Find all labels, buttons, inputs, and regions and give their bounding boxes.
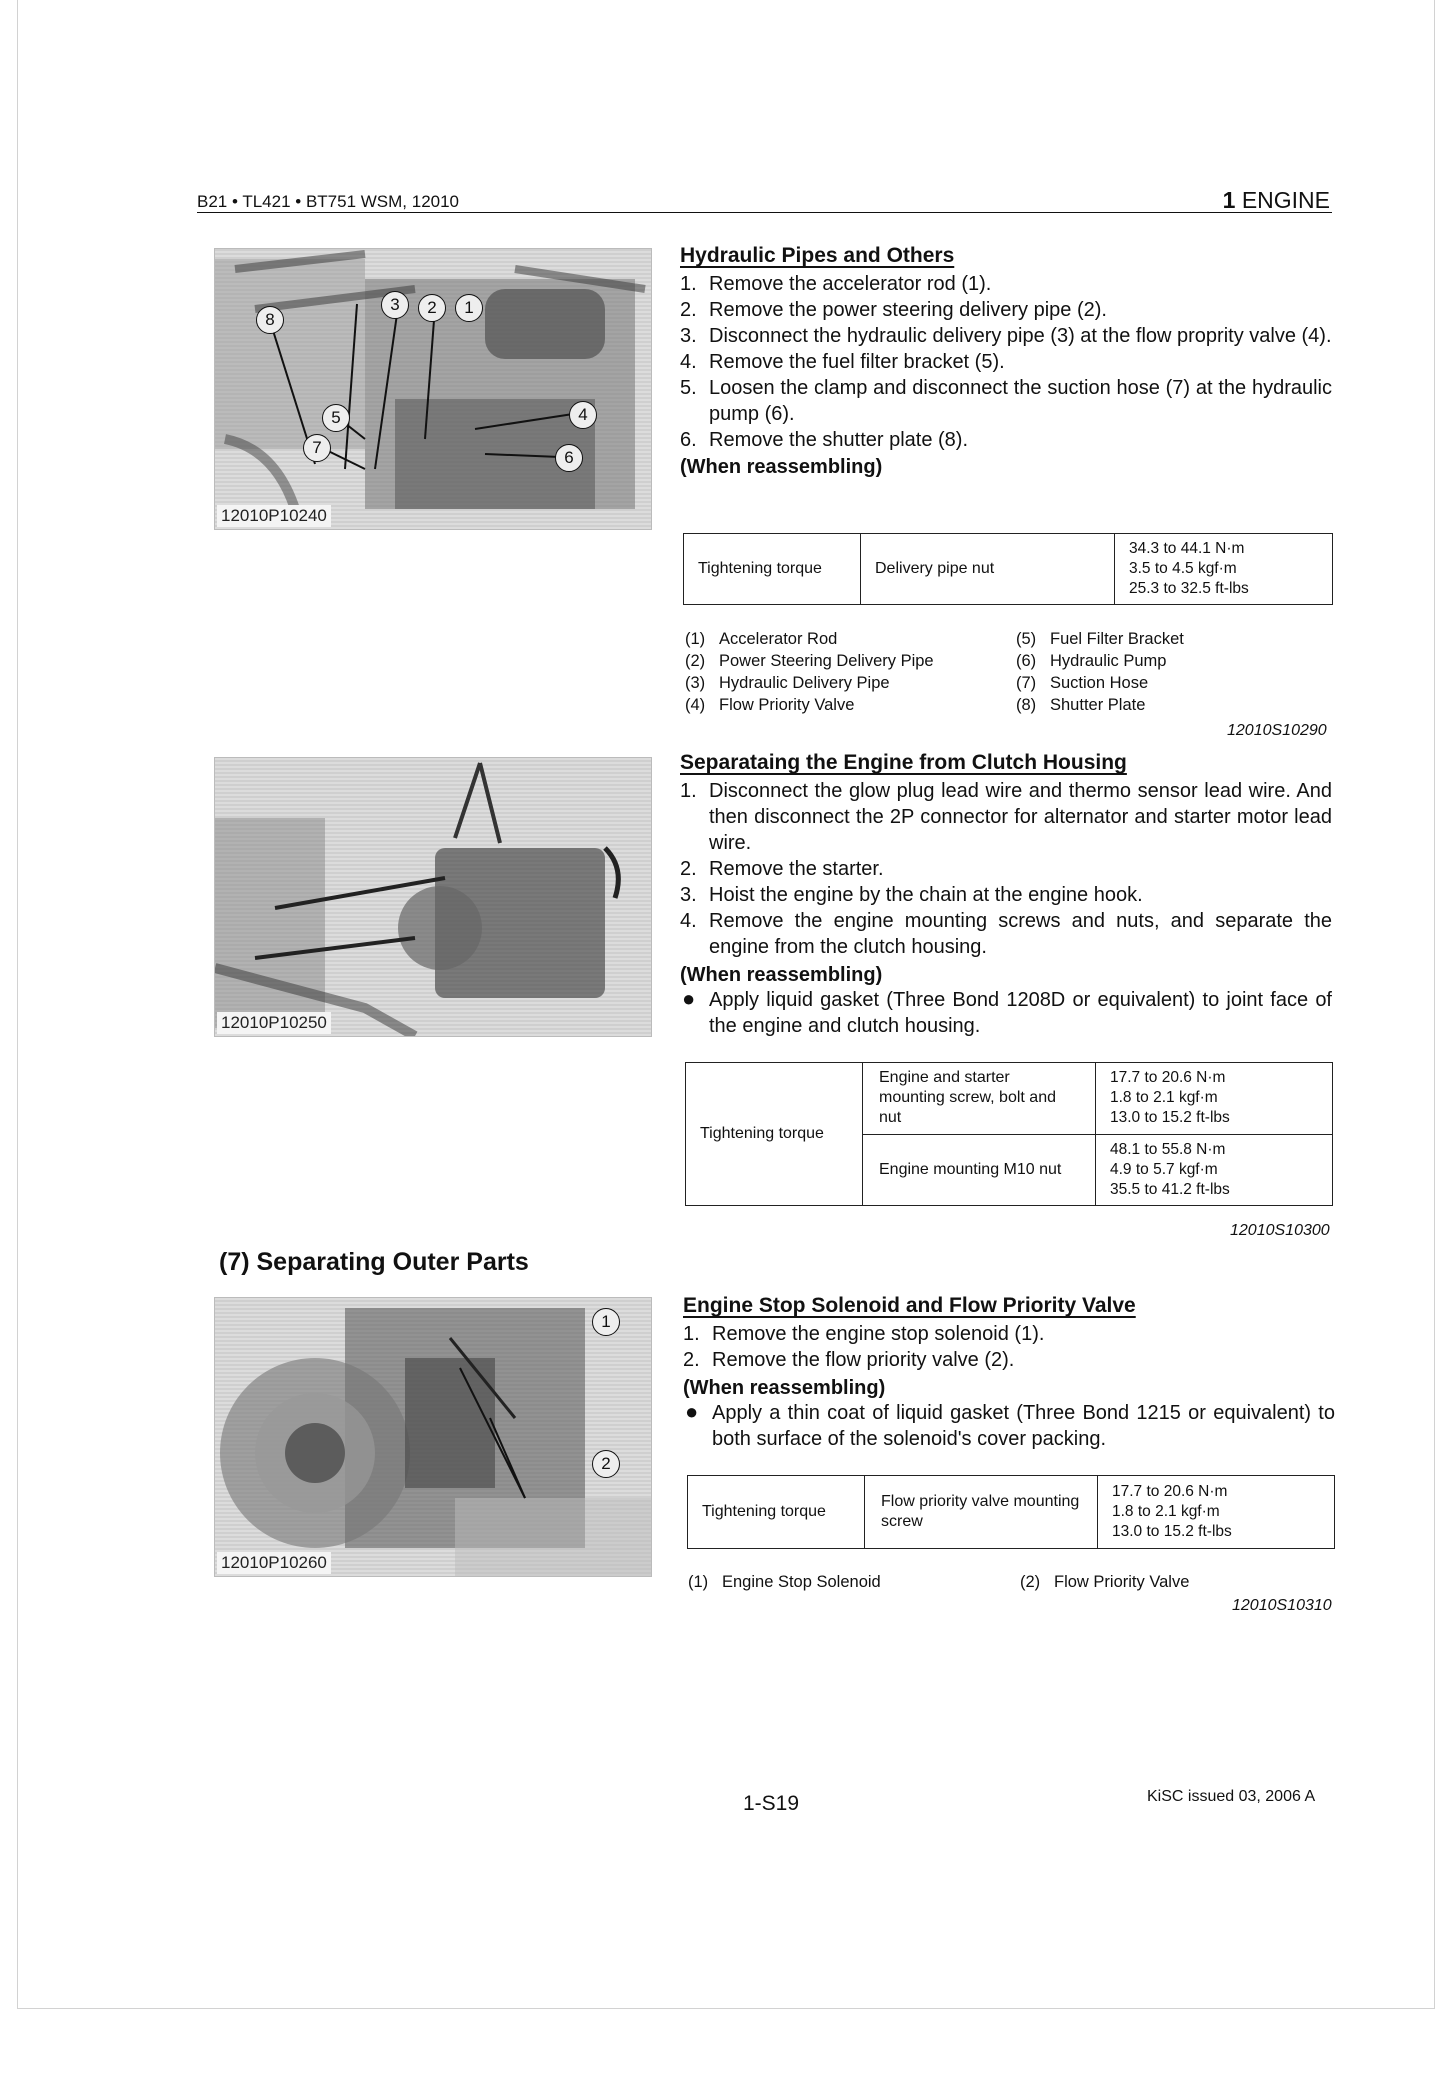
torque-label: Tightening torque [684, 534, 861, 605]
callout-4: 4 [569, 401, 597, 429]
torque-table [683, 533, 1333, 605]
step-item: 4. Remove the engine mounting screws and nuts, and separate the engine from the clutch housing. [680, 910, 1332, 958]
callout-1: 1 [592, 1308, 620, 1336]
section-title: Engine Stop Solenoid and Flow Priority Valve [683, 1294, 1136, 1317]
photo-hydraulic-pipes-drawing [215, 249, 651, 529]
issue-note: KiSC issued 03, 2006 A [1147, 1788, 1316, 1805]
step-item: 3. Disconnect the hydraulic delivery pipe (3) at the flow proprity valve (4). [680, 325, 1332, 347]
photo-engine-hoist-drawing [215, 758, 651, 1036]
legend-item: (1) Accelerator Rod [685, 630, 838, 648]
step-item: 2. Remove the flow priority valve (2). [683, 1349, 1015, 1371]
header-manual-id: B21 • TL421 • BT751 WSM, 12010 [197, 192, 460, 211]
step-item: 1. Remove the accelerator rod (1). [680, 273, 992, 295]
torque-label: Tightening torque [686, 1063, 863, 1206]
step-item: 2. Remove the starter. [680, 858, 884, 880]
callout-8: 8 [256, 306, 284, 334]
section-separate-engine [680, 751, 1332, 1039]
section-title: Hydraulic Pipes and Others [680, 244, 955, 267]
photo-outer-parts [214, 1297, 652, 1577]
steps-list [680, 271, 1332, 453]
legend-right [1016, 628, 1184, 716]
torque-values: 48.1 to 55.8 N·m 4.9 to 5.7 kgf·m 35.5 to 41.2 ft-lbs [1096, 1134, 1333, 1206]
step-item: 5. Loosen the clamp and disconnect the suction hose (7) at the hydraulic pump (6). [680, 377, 1332, 425]
bullet-dot-icon: ● [682, 986, 696, 1011]
reference-code: 12010S10300 [1230, 1222, 1330, 1239]
torque-values: 17.7 to 20.6 N·m 1.8 to 2.1 kgf·m 13.0 to 15.2 ft-lbs [1096, 1063, 1333, 1135]
section-stop-solenoid [683, 1294, 1335, 1452]
when-reassembling: (When reassembling) [683, 1377, 886, 1399]
step-item: 3. Hoist the engine by the chain at the engine hook. [680, 884, 1143, 906]
torque-item: Delivery pipe nut [861, 534, 1115, 605]
callout-2: 2 [418, 294, 446, 322]
legend-left [685, 628, 934, 716]
photo-code: 12010P10240 [217, 505, 331, 527]
callout-5: 5 [322, 404, 350, 432]
bullet-dot-icon: ● [685, 1399, 699, 1424]
steps-list [683, 1321, 1335, 1373]
when-reassembling: (When reassembling) [680, 964, 883, 986]
legend-item: (7) Suction Hose [1016, 674, 1149, 692]
legend-item: (3) Hydraulic Delivery Pipe [685, 674, 890, 692]
legend-item: (2) Flow Priority Valve [1020, 1573, 1190, 1591]
step-item: 6. Remove the shutter plate (8). [680, 429, 969, 451]
step-item: 2. Remove the power steering delivery pipe (2). [680, 299, 1107, 321]
callout-2: 2 [592, 1450, 620, 1478]
torque-item: Flow priority valve mounting screw [865, 1476, 1098, 1549]
section-heading: (7) Separating Outer Parts [219, 1248, 529, 1276]
torque-values: 34.3 to 44.1 N·m 3.5 to 4.5 kgf·m 25.3 to 32.5 ft-lbs [1115, 534, 1333, 605]
legend-item: (6) Hydraulic Pump [1016, 652, 1167, 670]
header-rule [197, 212, 1332, 213]
callout-7: 7 [303, 434, 331, 462]
legend-item: (2) Power Steering Delivery Pipe [685, 652, 934, 670]
section-hydraulic-pipes [680, 244, 1332, 479]
photo-hydraulic-pipes [214, 248, 652, 530]
torque-table [685, 1062, 1333, 1206]
step-item: 1. Disconnect the glow plug lead wire and thermo sensor lead wire. And then disconnect the 2P connector for alternator and starter motor lead wire. [680, 780, 1332, 854]
torque-values: 17.7 to 20.6 N·m 1.8 to 2.1 kgf·m 13.0 to 15.2 ft-lbs [1098, 1476, 1335, 1549]
torque-item: Engine and starter mounting screw, bolt and nut [863, 1063, 1096, 1135]
legend-item: (8) Shutter Plate [1016, 696, 1146, 714]
reference-code: 12010S10310 [1232, 1597, 1332, 1614]
page-number: 1-S19 [743, 1792, 800, 1815]
photo-engine-hoist [214, 757, 652, 1037]
section-title: Separataing the Engine from Clutch Housing [680, 751, 1127, 774]
torque-item: Engine mounting M10 nut [863, 1134, 1096, 1206]
legend-item: (1) Engine Stop Solenoid [688, 1573, 881, 1591]
legend-item: (4) Flow Priority Valve [685, 696, 855, 714]
instruction-bullet: ● Apply liquid gasket (Three Bond 1208D or equivalent) to joint face of the engine and clutch housing. [682, 986, 1332, 1037]
photo-code: 12010P10260 [217, 1552, 331, 1574]
callout-3: 3 [381, 291, 409, 319]
legend-item: (5) Fuel Filter Bracket [1016, 630, 1184, 648]
step-item: 4. Remove the fuel filter bracket (5). [680, 351, 1005, 373]
reference-code: 12010S10290 [1227, 722, 1327, 739]
steps-list [680, 778, 1332, 960]
legend-right [1020, 1571, 1189, 1593]
callout-1: 1 [455, 294, 483, 322]
header-section-name: ENGINE [1241, 187, 1330, 213]
torque-table [687, 1475, 1335, 1549]
torque-label: Tightening torque [688, 1476, 865, 1549]
header-section [1223, 187, 1330, 214]
legend-left [688, 1571, 881, 1593]
when-reassembling: (When reassembling) [680, 456, 883, 478]
header-section-number: 1 [1222, 187, 1236, 213]
photo-code: 12010P10250 [217, 1012, 331, 1034]
step-item: 1. Remove the engine stop solenoid (1). [683, 1323, 1045, 1345]
instruction-bullet: ● Apply a thin coat of liquid gasket (Three Bond 1215 or equivalent) to both surface of the solenoid's cover packing. [685, 1399, 1335, 1450]
callout-6: 6 [555, 444, 583, 472]
photo-outer-parts-drawing [215, 1298, 651, 1576]
